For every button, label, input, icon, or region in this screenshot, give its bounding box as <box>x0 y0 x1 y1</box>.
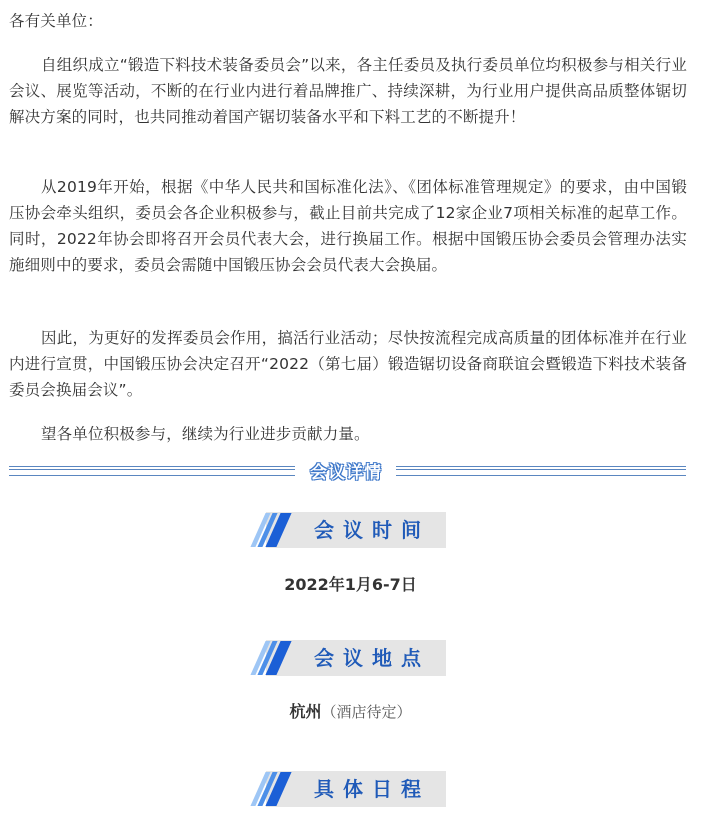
meeting-time-value <box>0 574 701 596</box>
meeting-venue-note: （酒店待定） <box>321 703 412 721</box>
paragraph-4: 望各单位积极参与，继续为行业进步贡献力量。 <box>41 425 370 443</box>
paragraph-1: 自组织成立“锻造下料技术装备委员会”以来，各主任委员及执行委员单位均积极参与相关行业会议、展览等活动，不断的在行业内进行着品牌推广、持续深耕，为行业用户提供高品质整体锯切解决方案的同时，也共同推动着国产锯切装备水平和下料工艺的不断提升！ <box>9 56 687 126</box>
heading-label: 具体日程 <box>314 777 430 801</box>
divider-title: 会议详情 <box>310 463 382 483</box>
meeting-location-heading <box>250 640 446 676</box>
salutation: 各有关单位： <box>9 12 103 30</box>
schedule-heading <box>250 771 446 807</box>
paragraph-3: 因此，为更好的发挥委员会作用，搞活行业活动；尽快按流程完成高质量的团体标准并在行业内进行宣贯，中国锻压协会决定召开“2022（第七届）锻造锯切设备商联谊会暨锻造下料技术装备委员会换届会议”。 <box>9 329 687 399</box>
meeting-date: 2022年1月6-7日 <box>284 575 417 594</box>
meeting-city: 杭州 <box>289 702 322 721</box>
divider-lines-right <box>396 466 686 476</box>
paragraph-2: 从2019年开始，根据《中华人民共和国标准化法》、《团体标准管理规定》的要求，由中国锻压协会牵头组织，委员会各企业积极参与，截止目前共完成了12家企业7项相关标准的起草工作。同时，2022年协会即将召开会员代表大会，进行换届工作。根据中国锻压协会委员会管理办法实施细则中的要求，委员会需随中国锻压协会会员代表大会换届。 <box>9 178 687 274</box>
heading-label: 会议地点 <box>314 646 430 670</box>
heading-label: 会议时间 <box>314 518 430 542</box>
meeting-time-heading <box>250 512 446 548</box>
section-divider <box>0 460 701 483</box>
divider-lines-left <box>9 466 295 476</box>
meeting-location-value <box>0 701 701 723</box>
